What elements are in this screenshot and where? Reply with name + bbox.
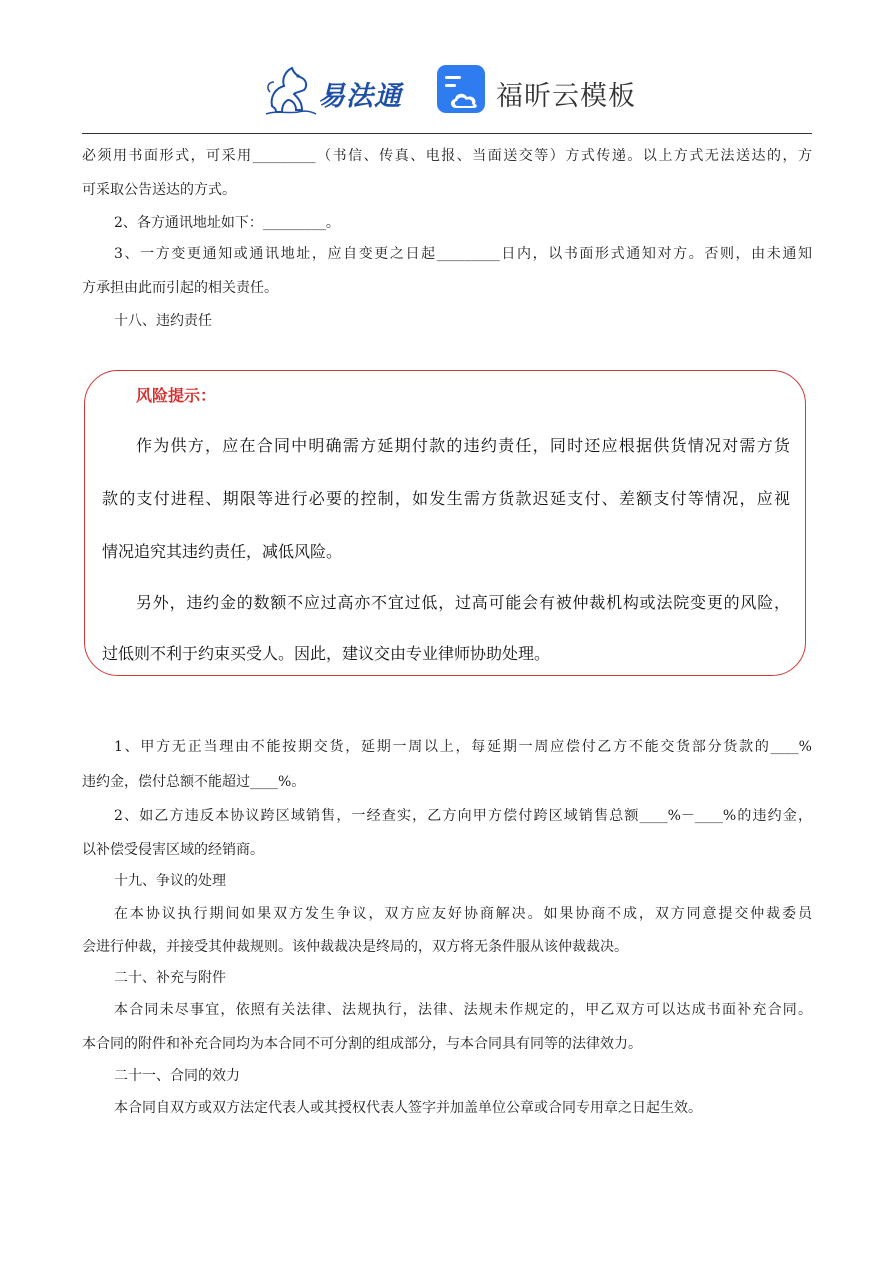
risk-warning-title: 风险提示： [136,386,217,405]
logo-text-foxit: 福昕云模板 [496,81,636,112]
foxit-template-logo [436,64,646,120]
cloud-document-icon [436,64,488,116]
paragraph-line: 2、如乙方违反本协议跨区域销售，一经查实，乙方向甲方偿付跨区域销售总额____%－____%的违约金， [114,808,812,824]
paragraph-line: 以补偿受侵害区域的经销商。 [82,842,264,858]
yifatong-logo [262,62,422,120]
risk-text-line: 作为供方，应在合同中明确需方延期付款的违约责任，同时还应根据供货情况对需方货 [136,436,790,455]
paragraph-line: 必须用书面形式，可采用_________（书信、传真、电报、当面送交等）方式传递。以上方式无法送达的，方 [82,148,812,164]
paragraph-line: 可采取公告送达的方式。 [82,182,236,198]
paragraph-line: 3、一方变更通知或通讯地址，应自变更之日起_________日内，以书面形式通知对方。否则，由未通知 [114,246,812,262]
logo-text-yifatong: 易法通 [318,81,402,112]
risk-text-line: 另外，违约金的数额不应过高亦不宜过低，过高可能会有被仲裁机构或法院变更的风险， [136,593,790,612]
paragraph-line: 本合同自双方或双方法定代表人或其授权代表人签字并加盖单位公章或合同专用章之日起生效。 [114,1100,702,1116]
section-heading: 十八、违约责任 [114,313,212,329]
risk-text-line: 情况追究其违约责任，减低风险。 [102,542,343,561]
risk-text-line: 款的支付进程、期限等进行必要的控制，如发生需方货款迟延支付、差额支付等情况，应视 [102,489,790,508]
section-heading: 二十一、合同的效力 [114,1068,240,1084]
paragraph-line: 方承担由此而引起的相关责任。 [82,280,278,296]
header-divider [82,133,812,134]
paragraph-line: 本合同未尽事宜，依照有关法律、法规执行，法律、法规未作规定的，甲乙双方可以达成书面补充合同。 [114,1002,812,1018]
section-heading: 十九、争议的处理 [114,873,226,889]
paragraph-line: 违约金，偿付总额不能超过____%。 [82,774,306,790]
paragraph-line: 2、各方通讯地址如下：_________。 [114,215,340,231]
paragraph-line: 1、甲方无正当理由不能按期交货，延期一周以上，每延期一周应偿付乙方不能交货部分货款的____% [114,739,812,755]
horse-emblem-icon [262,62,320,120]
page-header [0,0,893,132]
paragraph-line: 本合同的附件和补充合同均为本合同不可分割的组成部分，与本合同具有同等的法律效力。 [82,1036,642,1052]
risk-warning-box [84,370,806,676]
risk-text-line: 过低则不利于约束买受人。因此，建议交由专业律师协助处理。 [102,644,551,663]
section-heading: 二十、补充与附件 [114,970,226,986]
paragraph-line: 会进行仲裁，并接受其仲裁规则。该仲裁裁决是终局的，双方将无条件服从该仲裁裁决。 [82,939,628,955]
paragraph-line: 在本协议执行期间如果双方发生争议，双方应友好协商解决。如果协商不成，双方同意提交仲裁委员 [114,906,812,922]
